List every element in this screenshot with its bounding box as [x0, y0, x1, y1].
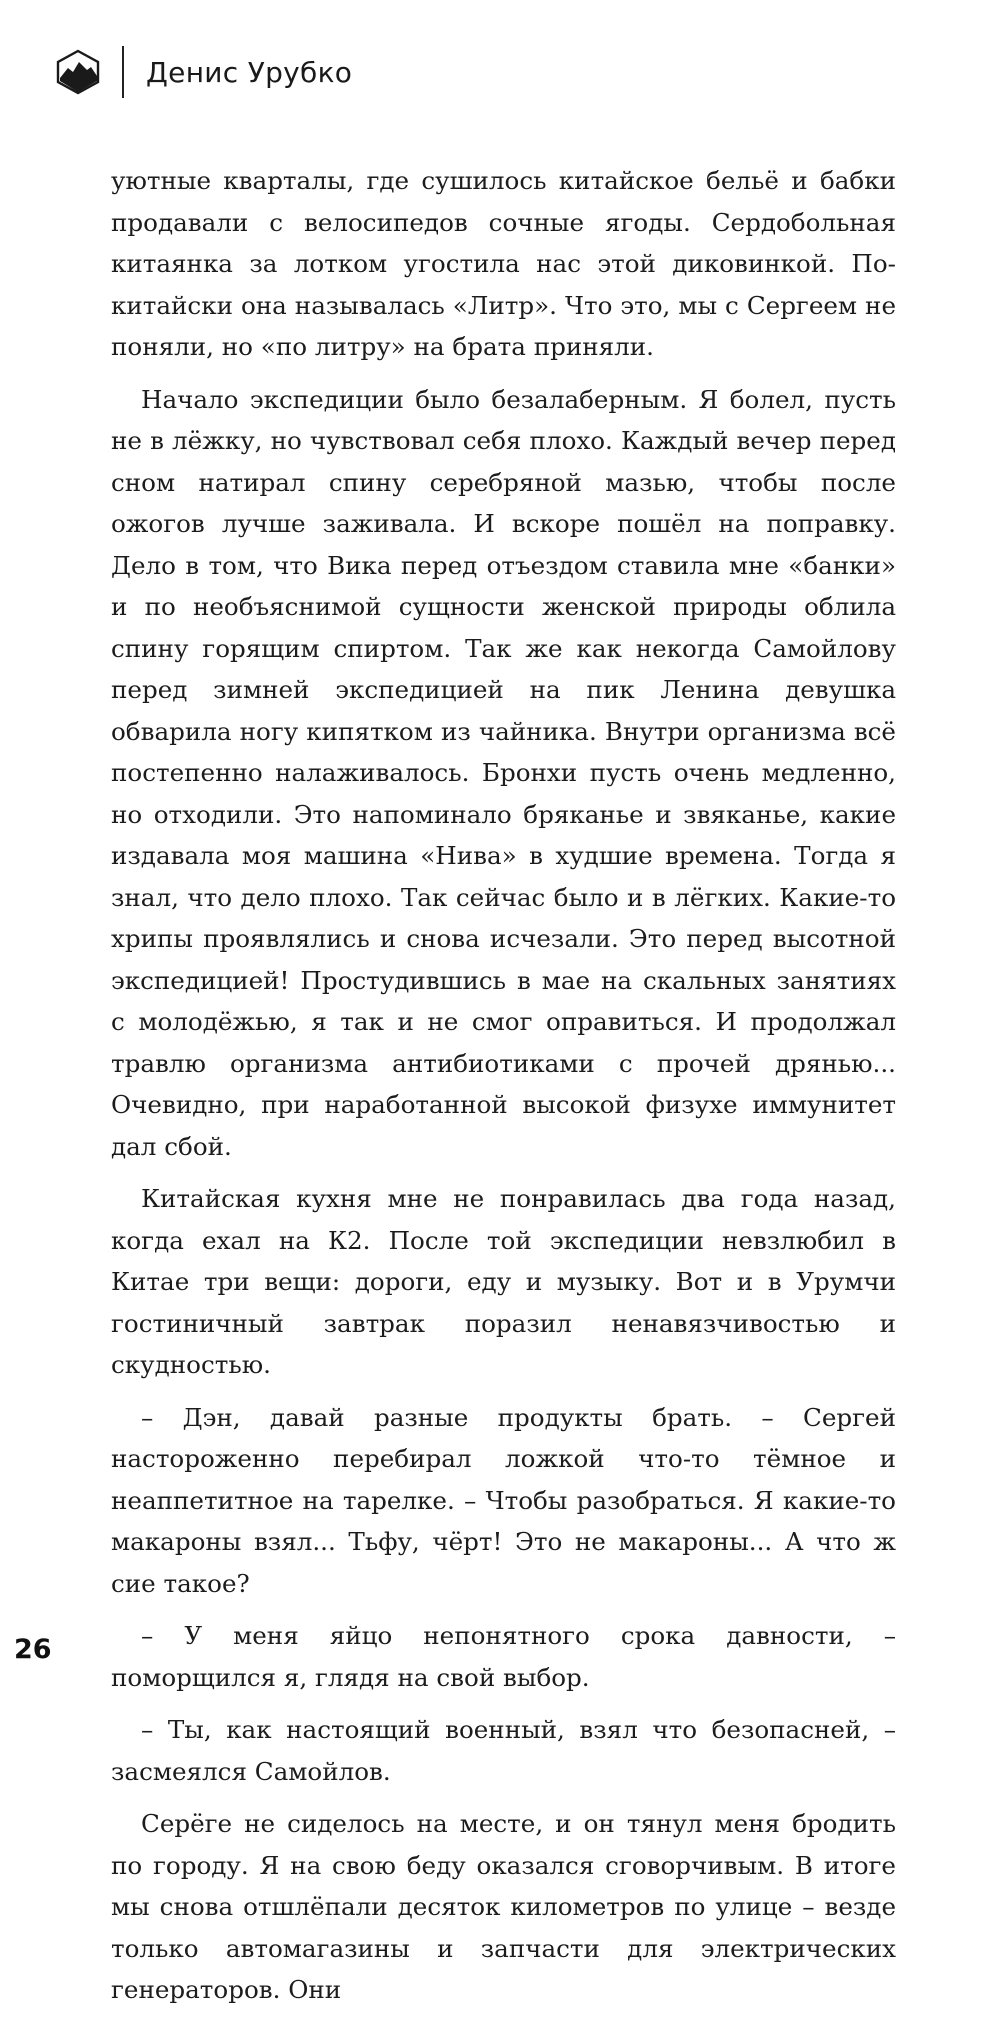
running-header [54, 44, 352, 100]
paragraph: Начало экспедиции было безалаберным. Я болел, пусть не в лёжку, но чувствовал себя плохо. Каждый вечер перед сном натирал спину серебряной мазью, чтобы после ожогов лучше заживала. И вскоре пошёл на поправку. Дело в том, что Вика перед отъездом ставила мне «банки» и по необъяснимой сущности женской природы облила спину горящим спиртом. Так же как некогда Самойлову перед зимней экспедицией на пик Ленина девушка обварила ногу кипятком из чайника. Внутри организма всё постепенно налаживалось. Бронхи пусть очень медленно, но отходили. Это напоминало бряканье и звяканье, какие издавала моя машина «Нива» в худшие времена. Тогда я знал, что дело плохо. Так сейчас было и в лёгких. Какие-то хрипы проявлялись и снова исчезали. Это перед высотной экспедицией! Простудившись в мае на скальных занятиях с молодёжью, я так и не смог оправиться. И продолжал травлю организма антибиотиками с прочей дрянью... Очевидно, при наработанной высокой физухе иммунитет дал сбой. [111, 384, 896, 1161]
body-text [111, 160, 896, 2022]
paragraph: – У меня яйцо непонятного срока давности, – поморщился я, глядя на свой выбор. [111, 1621, 896, 1692]
paragraph: – Дэн, давай разные продукты брать. – Сергей настороженно перебирал ложкой что-то тёмное и неаппетитное на тарелке. – Чтобы разобраться. Я какие-то макароны взял... Тьфу, чёрт! Это не макароны... А что ж сие такое? [111, 1402, 896, 1598]
paragraph: – Ты, как настоящий военный, взял что безопасней, – засмеялся Самойлов. [111, 1715, 896, 1786]
paragraph: Серёге не сиделось на месте, и он тянул меня бродить по городу. Я на свою беду оказался сговорчивым. В итоге мы снова отшлёпали десяток километров по улице – везде только автомагазины и запчасти для электрических генераторов. Они [111, 1809, 896, 2004]
mountain-logo-icon [54, 48, 102, 96]
page-number: 26 [14, 1634, 52, 1665]
paragraph: уютные кварталы, где сушилось китайское бельё и бабки продавали с велосипедов сочные ягоды. Сердобольная китаянка за лотком угостила нас этой диковинкой. По-китайски она называлась «Литр». Что это, мы с Сергеем не поняли, но «по литру» на брата приняли. [111, 166, 896, 361]
paragraph: Китайская кухня мне не понравилась два года назад, когда ехал на К2. После той экспедиции невзлюбил в Китае три вещи: дороги, еду и музыку. Вот и в Урумчи гостиничный завтрак поразил ненавязчивостью и скудностью. [111, 1184, 896, 1379]
header-divider [122, 46, 124, 98]
author-name: Денис Урубко [146, 55, 353, 89]
